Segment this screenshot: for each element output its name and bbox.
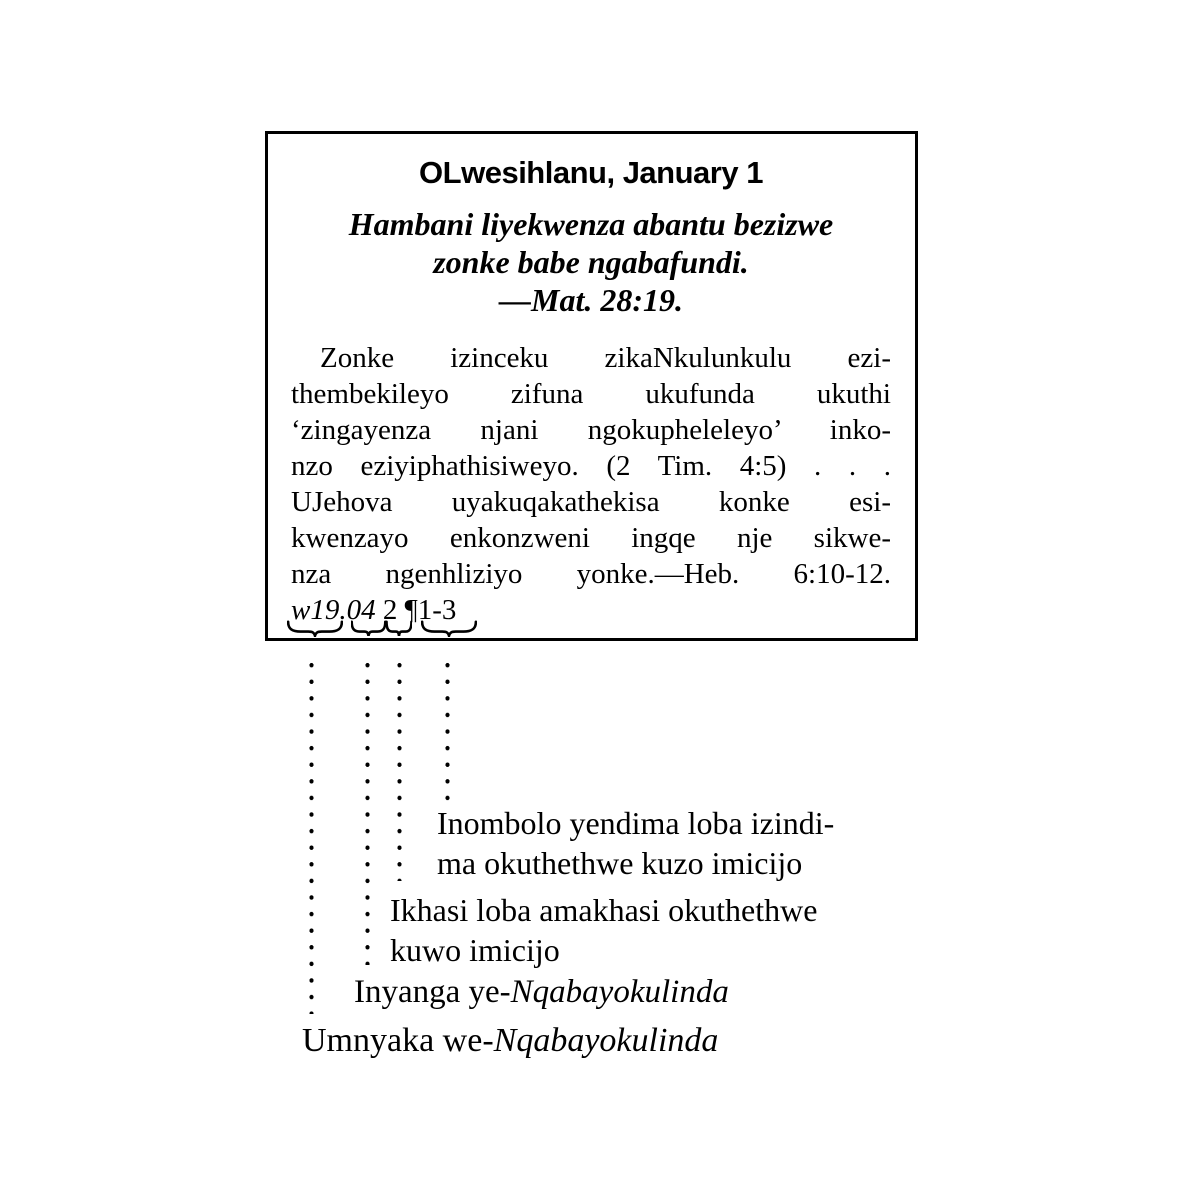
daily-text-title: OLwesihlanu, January 1: [419, 155, 763, 190]
comment-line: nza ngenhliziyo yonke.—Heb. 6:10-12.: [291, 558, 891, 590]
citation-paragraphs: ¶1-3: [404, 594, 457, 626]
callout-page-line: kuwo imicijo: [390, 932, 560, 968]
theme-scripture: [291, 205, 891, 319]
underbrace-month-icon: [351, 620, 386, 637]
callout-page-line: Ikhasi loba amakhasi okuthethwe: [390, 892, 818, 928]
comment-line: Zonke izinceku zikaNkulunkulu ezi-: [320, 342, 891, 374]
citation-page: 2: [382, 594, 398, 626]
underbrace-year-icon: [287, 620, 343, 637]
scripture-reference: —Mat. 28:19.: [499, 282, 683, 318]
comment-line: thembekileyo zifuna ukufunda ukuthi: [291, 378, 891, 410]
scripture-line: Hambani liyekwenza abantu bezizwe: [348, 206, 834, 242]
callout-month-prefix: Inyanga ye-: [354, 974, 511, 1010]
comment-line: UJehova uyakuqakathekisa konke esi-: [291, 486, 891, 518]
scripture-line: zonke babe ngabafundi.: [433, 244, 749, 280]
daily-text-box: [265, 131, 918, 641]
callout-year-prefix: Umnyaka we-: [302, 1022, 494, 1059]
callout-paragraphs-line: Inombolo yendima loba izindi-: [437, 805, 835, 841]
leader-line-paragraphs: [445, 662, 450, 801]
citation-publication: w19.04: [291, 594, 376, 626]
callout-paragraphs-line: ma okuthethwe kuzo imicijo: [437, 845, 803, 881]
leader-line-month: [365, 662, 370, 965]
callout-year: [302, 1020, 718, 1062]
leader-line-page: [397, 662, 402, 881]
callout-month-magazine: Nqabayokulinda: [510, 974, 729, 1010]
callout-year-magazine: Nqabayokulinda: [493, 1022, 719, 1059]
comment-line: nzo eziyiphathisiweyo. (2 Tim. 4:5) . . .: [291, 450, 891, 482]
underbrace-paragraphs-icon: [421, 620, 477, 637]
comment-line: kwenzayo enkonzweni ingqe nje sikwe-: [291, 522, 891, 554]
callout-month: [354, 972, 729, 1012]
comment-paragraph: [291, 340, 891, 628]
callout-page: [390, 890, 817, 970]
leader-line-year: [309, 662, 314, 1014]
underbrace-page-icon: [386, 620, 412, 637]
callout-paragraphs: [437, 803, 834, 883]
comment-line: ‘zingayenza njani ngokupheleleyo’ inko-: [291, 414, 891, 446]
